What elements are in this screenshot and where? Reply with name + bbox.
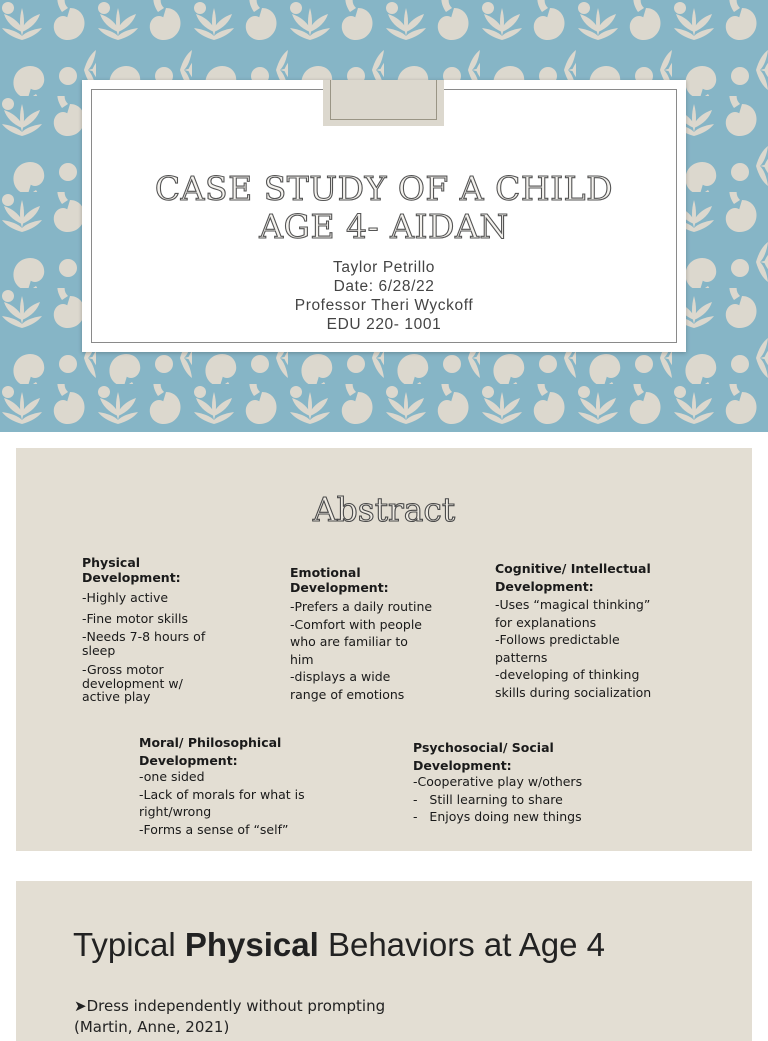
cognitive-item: patterns <box>495 649 548 665</box>
moral-item: right/wrong <box>139 804 212 819</box>
physical-item: -Fine motor skills <box>82 610 189 626</box>
title-part: Behaviors at Age 4 <box>318 926 605 963</box>
psychosocial-heading-2: Development: <box>413 758 512 773</box>
cognitive-heading-1: Cognitive/ Intellectual <box>495 561 651 576</box>
moral-heading-1: Moral/ Philosophical <box>139 735 282 750</box>
abstract-slide <box>16 448 752 851</box>
title-slide <box>0 0 768 432</box>
physical-behaviors-title <box>73 926 605 964</box>
cognitive-development-block <box>495 561 685 701</box>
slide-title <box>90 170 678 246</box>
moral-development-block <box>139 735 339 838</box>
cognitive-item: -developing of thinking <box>495 667 640 682</box>
behavior-bullet <box>74 997 385 1015</box>
title-part: Typical <box>73 926 185 963</box>
title-card-tab <box>323 80 444 126</box>
emotional-development-block <box>290 565 460 703</box>
author-info <box>90 258 678 334</box>
title-card-tab-frame <box>330 80 437 120</box>
psychosocial-heading-1: Psychosocial/ Social <box>413 740 554 755</box>
emotional-item: -Comfort with people <box>290 616 422 632</box>
physical-development-block <box>82 555 222 710</box>
emotional-item: -Prefers a daily routine <box>290 599 433 614</box>
abstract-title: Abstract <box>312 490 456 529</box>
psychosocial-development-block <box>413 740 623 826</box>
psychosocial-item: - Enjoys doing new things <box>413 809 582 824</box>
bullet-text: Dress independently without prompting <box>86 997 386 1015</box>
physical-item: -Highly active <box>82 590 169 605</box>
moral-heading-2: Development: <box>139 753 238 768</box>
cognitive-item: for explanations <box>495 614 597 630</box>
cognitive-heading-2: Development: <box>495 579 594 594</box>
psychosocial-item: -Cooperative play w/others <box>413 774 583 789</box>
citation-line: (Martin, Anne, 2021) <box>74 1018 230 1036</box>
psychosocial-item: - Still learning to share <box>413 791 563 807</box>
emotional-item: range of emotions <box>290 686 405 702</box>
slide-title-line-2: AGE 4- AIDAN <box>259 207 509 246</box>
title-bold-part: Physical <box>184 926 319 963</box>
emotional-heading-2: Development: <box>290 580 389 595</box>
emotional-item: who are familiar to <box>290 634 408 649</box>
arrow-bullet-icon: ➤ <box>74 997 87 1015</box>
cognitive-item: skills during socialization <box>495 684 652 700</box>
physical-behaviors-slide <box>16 881 752 1041</box>
slide-title-line-1: CASE STUDY OF A CHILD <box>154 169 614 208</box>
moral-item: -one sided <box>139 769 205 784</box>
emotional-item: him <box>290 651 314 667</box>
date: Date: 6/28/22 <box>333 278 435 295</box>
cognitive-item: -Uses “magical thinking” <box>495 597 651 612</box>
physical-heading-1: Physical <box>82 555 141 570</box>
physical-item: -Gross motor development w/ active play <box>82 662 183 704</box>
physical-heading-2: Development: <box>82 570 181 585</box>
professor: Professor Theri Wyckoff <box>294 297 474 314</box>
course: EDU 220- 1001 <box>326 316 442 333</box>
moral-item: -Lack of morals for what is <box>139 786 305 802</box>
emotional-heading-1: Emotional <box>290 565 361 580</box>
physical-item: -Needs 7-8 hours of sleep <box>82 629 206 658</box>
author-name: Taylor Petrillo <box>332 259 436 276</box>
emotional-item: -displays a wide <box>290 669 391 684</box>
cognitive-item: -Follows predictable <box>495 632 620 647</box>
moral-item: -Forms a sense of “self” <box>139 821 289 837</box>
